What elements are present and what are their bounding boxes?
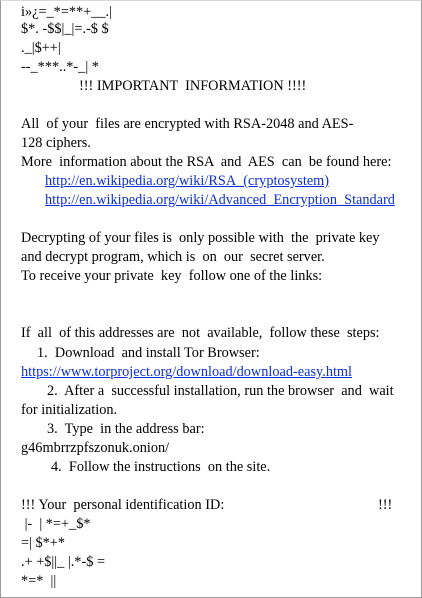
step-2-line-2: for initialization. <box>21 402 118 418</box>
step-2-line-1: 2. After a successful installation, run the browser and wait <box>47 383 394 399</box>
garbage-line-6: =| $*+* <box>21 535 66 551</box>
garbage-line-7: .+ +$||_ |.*-$ = <box>21 554 106 570</box>
redacted-onion-path <box>179 439 313 457</box>
redacted-personal-id <box>235 496 375 514</box>
garbage-line-1: i»¿=_*=**+__.| <box>21 4 112 20</box>
garbage-line-4: --_***..*-_| * <box>21 59 99 75</box>
important-header: !!! IMPORTANT INFORMATION !!!! <box>79 78 307 94</box>
garbage-line-8: *=* || <box>21 573 57 589</box>
intro-line-3: More information about the RSA and AES can be found here: <box>21 154 392 170</box>
aes-link[interactable]: http://en.wikipedia.org/wiki/Advanced_Encryption_Standard <box>45 192 395 208</box>
garbage-line-2: $*. -$$|_|=.-$ $ <box>21 21 109 37</box>
tor-download-link[interactable]: https://www.torproject.org/download/download-easy.html <box>21 364 353 380</box>
decrypt-line-3: To receive your private key follow one of the links: <box>21 268 323 284</box>
onion-address: g46mbrrzpfszonuk.onion/ <box>21 440 170 456</box>
intro-line-1: All of your files are encrypted with RSA-2048 and AES- <box>21 116 354 132</box>
garbage-line-3: ._|$++| <box>21 40 61 56</box>
step-3: 3. Type in the address bar: <box>47 421 205 437</box>
step-4: 4. Follow the instructions on the site. <box>51 459 271 475</box>
rsa-link[interactable]: http://en.wikipedia.org/wiki/RSA_(cryptosystem) <box>45 173 330 189</box>
step-1: 1. Download and install Tor Browser: <box>37 345 260 361</box>
steps-intro: If all of this addresses are not available, follow these steps: <box>21 325 380 341</box>
personal-id-label: !!! Your personal identification ID: <box>21 497 225 513</box>
decrypt-line-2: and decrypt program, which is on our secret server. <box>21 249 325 265</box>
decrypt-line-1: Decrypting of your files is only possible with the private key <box>21 230 380 246</box>
intro-line-2: 128 ciphers. <box>21 135 91 151</box>
personal-id-suffix: !!! <box>378 497 393 513</box>
garbage-line-5: |- | *=+_$* <box>21 516 91 532</box>
